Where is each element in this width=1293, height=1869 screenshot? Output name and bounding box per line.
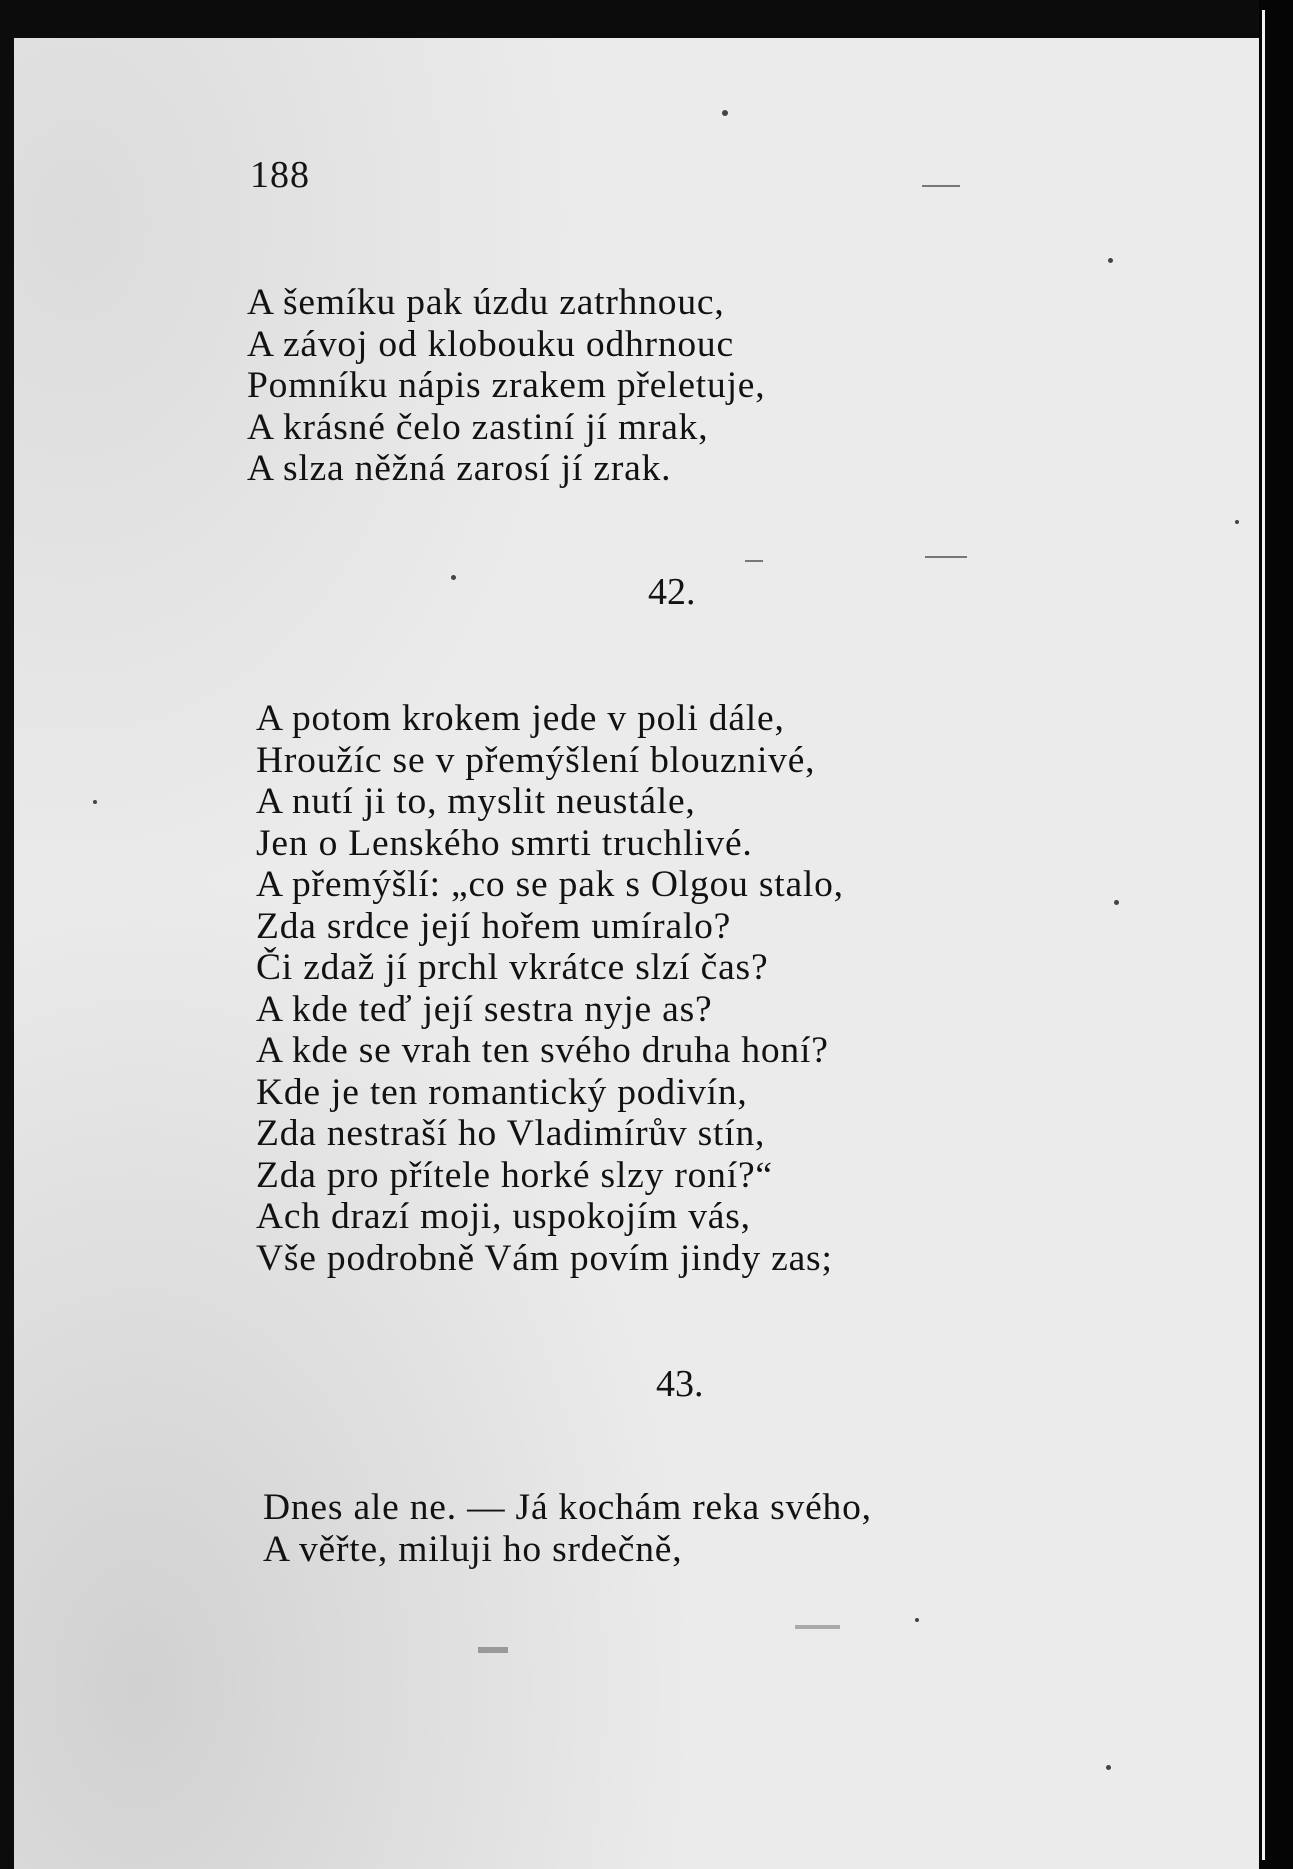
verse-line: A slza něžná zarosí jí zrak. bbox=[247, 448, 672, 489]
verse-line: A kde se vrah ten svého druha honí? bbox=[256, 1030, 829, 1071]
verse-line: A závoj od klobouku odhrnouc bbox=[247, 323, 734, 365]
verse-line: Dnes ale ne. — Já kochám reka svého, bbox=[263, 1487, 872, 1528]
verse-line: Vše podrobně Vám povím jindy zas; bbox=[256, 1237, 833, 1279]
scan-mark bbox=[925, 556, 967, 558]
scan-speck bbox=[1108, 258, 1113, 263]
verse-line: Zda nestraší ho Vladimírův stín, bbox=[256, 1113, 766, 1154]
section-number-42: 42. bbox=[648, 571, 696, 613]
scan-speck bbox=[93, 800, 97, 804]
scan-mark bbox=[795, 1625, 840, 1629]
verse-line: Jen o Lenského smrti truchlivé. bbox=[256, 822, 753, 864]
scan-mark bbox=[922, 185, 960, 187]
stanza-42 bbox=[256, 698, 844, 1279]
scan-speck bbox=[451, 575, 456, 580]
section-number-43: 43. bbox=[656, 1363, 704, 1405]
verse-line: A potom krokem jede v poli dále, bbox=[256, 698, 785, 739]
verse-line: A nutí ji to, myslit neustále, bbox=[256, 781, 696, 822]
stanza-43 bbox=[263, 1487, 872, 1570]
verse-line: Či zdaž jí prchl vkrátce slzí čas? bbox=[256, 947, 769, 988]
scan-mark bbox=[478, 1647, 508, 1653]
scan-speck bbox=[1106, 1765, 1111, 1770]
verse-line: Zda pro přítele horké slzy roní?“ bbox=[256, 1154, 773, 1196]
verse-line: Kde je ten romantický podivín, bbox=[256, 1071, 748, 1113]
verse-line: Hroužíc se v přemýšlení blouznivé, bbox=[256, 739, 816, 781]
scan-speck bbox=[915, 1618, 919, 1622]
stanza-41-continuation bbox=[247, 282, 765, 490]
page-edge-line bbox=[1262, 10, 1265, 1860]
verse-line: A přemýšlí: „co se pak s Olgou stalo, bbox=[256, 864, 844, 905]
scan-mark bbox=[745, 560, 763, 562]
verse-line: Ach drazí moji, uspokojím vás, bbox=[256, 1196, 751, 1237]
page-number: 188 bbox=[250, 154, 310, 196]
scan-speck bbox=[722, 110, 728, 116]
scan-speck bbox=[1235, 520, 1239, 524]
verse-line: Zda srdce její hořem umíralo? bbox=[256, 905, 732, 947]
verse-line: A věřte, miluji ho srdečně, bbox=[263, 1528, 683, 1570]
verse-line: A krásné čelo zastiní jí mrak, bbox=[247, 406, 709, 448]
scan-speck bbox=[1114, 900, 1119, 905]
verse-line: Pomníku nápis zrakem přeletuje, bbox=[247, 365, 766, 406]
verse-line: A šemíku pak úzdu zatrhnouc, bbox=[247, 282, 725, 323]
verse-line: A kde teď její sestra nyje as? bbox=[256, 988, 713, 1030]
